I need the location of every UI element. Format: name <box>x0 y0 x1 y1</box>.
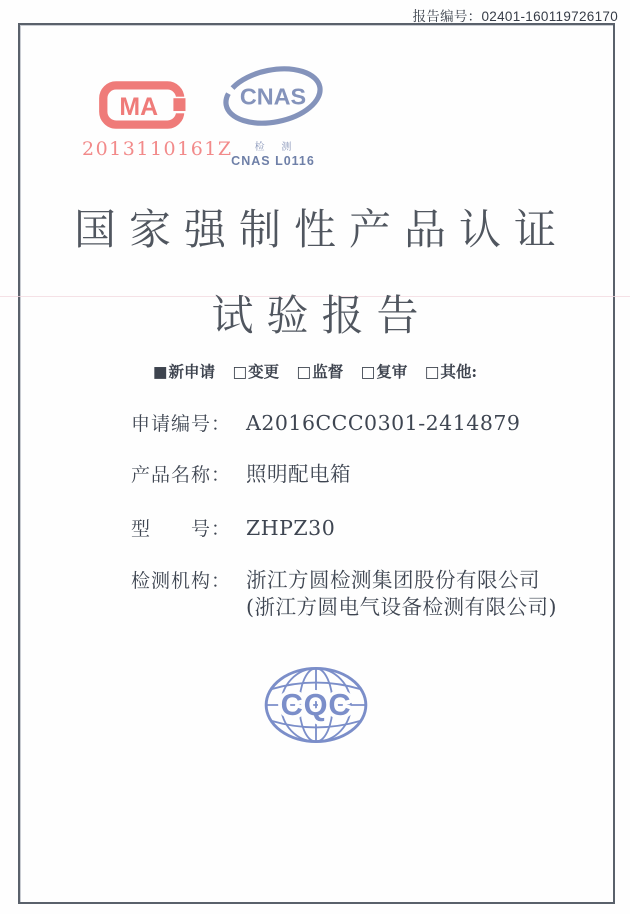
field-test-organization <box>131 567 581 621</box>
cnas-logo-block <box>214 62 332 168</box>
cqc-globe-icon <box>262 686 370 750</box>
cnas-accreditation-number: CNAS L0116 <box>231 154 315 168</box>
checkbox-empty-icon: □ <box>232 362 248 381</box>
field-application-number <box>131 410 581 438</box>
checkbox-review <box>361 362 408 381</box>
cqc-letters: CQC <box>280 686 352 722</box>
checkbox-empty-icon: □ <box>360 362 376 381</box>
product-name-label: 产品名称： <box>131 464 232 486</box>
cnas-subtitle: 检 测 <box>254 142 299 153</box>
report-number-label: 报告编号： <box>412 9 482 24</box>
checkbox-review-label: 复审 <box>376 362 408 381</box>
checkbox-empty-icon: □ <box>424 362 440 381</box>
report-number-value: 02401-160119726170 <box>481 9 618 24</box>
checkbox-filled-icon: ■ <box>152 362 168 381</box>
field-model <box>131 515 581 543</box>
test-organization-name-alt: (浙江方圆电气设备检测有限公司) <box>246 595 558 619</box>
model-value: ZHPZ30 <box>246 516 336 540</box>
document-title-line1: 国家强制性产品认证 <box>73 205 569 254</box>
checkbox-other-label: 其他: <box>440 362 478 381</box>
cqc-logo-block <box>261 664 371 751</box>
report-fields <box>131 410 581 644</box>
cma-cert-number: 2013110161Z <box>82 138 233 160</box>
checkbox-new-application <box>153 362 215 381</box>
checkbox-empty-icon: □ <box>296 362 312 381</box>
cma-logo-icon <box>98 92 190 136</box>
cma-logo-block <box>82 78 233 160</box>
application-number-label: 申请编号： <box>131 413 232 435</box>
checkbox-other <box>425 362 477 381</box>
checkbox-supervision-label: 监督 <box>312 362 344 381</box>
document-title-line2: 试验报告 <box>211 291 432 340</box>
cnas-logo-icon <box>221 83 325 134</box>
test-organization-label: 检测机构： <box>131 570 232 592</box>
checkbox-supervision <box>297 362 344 381</box>
application-type-row <box>0 360 630 382</box>
model-label: 型 号： <box>131 518 232 540</box>
cnas-letters: CNAS <box>239 83 307 110</box>
checkbox-change <box>232 362 279 381</box>
checkbox-new-application-label: 新申请 <box>168 362 216 381</box>
cma-letters: MA <box>119 92 159 121</box>
checkbox-change-label: 变更 <box>248 362 280 381</box>
field-product-name <box>131 461 581 489</box>
test-organization-value <box>246 567 557 621</box>
report-number-line <box>412 5 618 25</box>
test-organization-name: 浙江方圆检测集团股份有限公司 <box>246 568 541 592</box>
product-name-value: 照明配电箱 <box>246 462 352 486</box>
application-number-value: A2016CCC0301-2414879 <box>246 411 521 435</box>
